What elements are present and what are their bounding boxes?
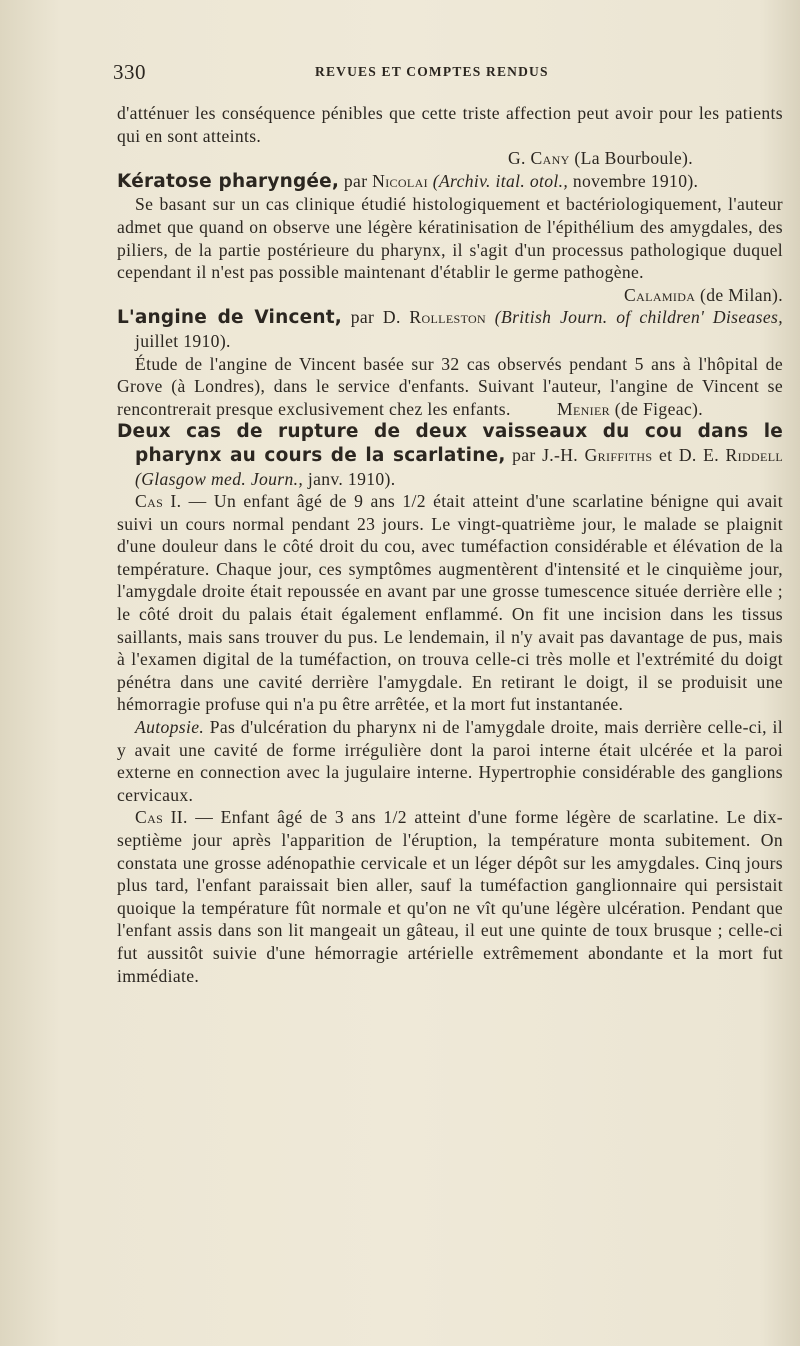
review-body-vincent bbox=[117, 353, 783, 421]
case-label: Cas II. bbox=[135, 807, 188, 828]
by-text: par bbox=[343, 170, 368, 191]
review-source: (Archiv. ital. otol., bbox=[432, 170, 569, 191]
by-text: par D. bbox=[350, 307, 401, 328]
page-content bbox=[117, 102, 783, 987]
review-date: janv. 1910). bbox=[307, 468, 396, 489]
review-signature bbox=[606, 284, 783, 307]
continuation-signature bbox=[117, 147, 783, 170]
autopsy-text: Pas d'ulcération du pharynx ni de l'amygdale droite, mais derrière celle-ci, il y avait une cavité de forme irrégulière dont la paroi interne était ulcérée et la paroi externe en connection avec la jugulaire interne. Hypertrophie considérable des ganglions cervicaux. bbox=[117, 717, 783, 805]
case-text: — Un enfant âgé de 9 ans 1/2 était atteint d'une scarlatine bénigne qui avait suivi un cours normal pendant 23 jours. Le vingt-quatrième jour, le malade se plaignit d'une douleur dans le côté droit du cou, avec tuméfaction considérable et élévation de la température. Chaque jour, ces symptômes augmentèrent d'intensité et le cinquième jour, l'amygdale droite était repoussée en avant par une grosse tumescence située derrière elle ; le côté droit du palais était également enflammé. On fit une incision dans les tissus saillants, mais sans trouver du pus. Le lendemain, il n'y avait pas davantage de pus, mais à l'examen digital de la tuméfaction, on trouva celle-ci très molle et l'extrémité du doigt pénétra dans une cavité derrière l'amygdale. En retirant le doigt, il se produisit une hémorragie profuse qui n'a pu être arrêtée, et la mort fut instantanée. bbox=[117, 491, 783, 715]
review-title: L'angine de Vincent, bbox=[117, 307, 343, 329]
case-text: — Enfant âgé de 3 ans 1/2 atteint d'une forme légère de scarlatine. Le dix-septième jour après l'apparition de l'éruption, la température monta subitement. On constata une grosse adénopathie cervicale et un léger dépôt sur les amygdales. Cinq jours plus tard, l'enfant paraissait bien aller, sauf la tuméfaction ganglionnaire qui persistait quoique la température fût normale et qu'on ne vît qu'une légère ulcération. Pendant que l'enfant assis dans son lit mangeait un gâteau, il eut une quinte de toux brusque ; celle-ci fut aussitôt suivie d'une hémorragie artérielle extrêmement abondante et la mort fut immédiate. bbox=[117, 807, 783, 986]
review-title: Kératose pharyngée, bbox=[117, 170, 340, 192]
review-signature bbox=[539, 398, 783, 421]
case-2-paragraph bbox=[117, 806, 783, 987]
running-head: REVUES ET COMPTES RENDUS bbox=[315, 64, 549, 79]
page-number: 330 bbox=[113, 60, 146, 84]
review-author-1: Griffiths bbox=[584, 444, 653, 465]
review-source: (British Journ. of children' Diseases, bbox=[494, 307, 783, 328]
review-date: juillet 1910). bbox=[135, 330, 231, 351]
review-author-2: Riddell bbox=[725, 444, 784, 465]
review-body-keratose bbox=[117, 193, 783, 306]
case-label: Cas I. bbox=[135, 491, 182, 512]
review-source: (Glasgow med. Journ., bbox=[135, 468, 304, 489]
review-date: novembre 1910). bbox=[572, 170, 699, 191]
and-text: et D. E. bbox=[658, 444, 720, 465]
review-body-text: Se basant sur un cas clinique étudié histologiquement et bactériologiquement, l'auteur admet que quand on observe une légère kératinisation de l'épithélium des amygdales, des piliers, de la partie postérieure du pharynx, il s'agit d'un processus pathologique duquel cependant il n'est pas possible maintenant d'établir le germe pathogène. bbox=[117, 194, 783, 283]
signature-name: G. Cany bbox=[507, 148, 570, 169]
autopsy-label: Autopsie. bbox=[135, 717, 205, 738]
review-body-text: Étude de l'angine de Vincent basée sur 32 cas observés pendant 5 ans à l'hôpital de Grove (à Londres), dans le service d'enfants. Suivant l'auteur, l'angine de Vincent se rencontrerait presque exclusivement chez les enfants. bbox=[117, 353, 783, 419]
autopsy-paragraph bbox=[117, 716, 783, 806]
signature-place: (de Milan). bbox=[700, 284, 783, 305]
review-author: Rolleston bbox=[409, 307, 487, 328]
signature-place: (de Figeac). bbox=[614, 398, 703, 419]
review-heading-vincent bbox=[117, 306, 783, 352]
signature-name: Menier bbox=[556, 398, 611, 419]
review-author: Nicolai bbox=[372, 170, 428, 191]
review-heading-scarlatine bbox=[117, 420, 783, 490]
signature-place: (La Bourboule). bbox=[574, 148, 693, 169]
signature-name: Calamida bbox=[624, 284, 696, 305]
review-title: Deux cas de rupture de deux vaisseaux du cou dans le pharynx au cours de la scarlatine, bbox=[117, 421, 783, 466]
case-1-paragraph bbox=[117, 490, 783, 716]
by-text: par J.-H. bbox=[512, 444, 579, 465]
page-header bbox=[113, 60, 760, 88]
continuation-paragraph: d'atténuer les conséquence pénibles que cette triste affection peut avoir pour les patients qui en sont atteints. bbox=[117, 103, 783, 146]
review-heading-keratose bbox=[117, 170, 783, 194]
